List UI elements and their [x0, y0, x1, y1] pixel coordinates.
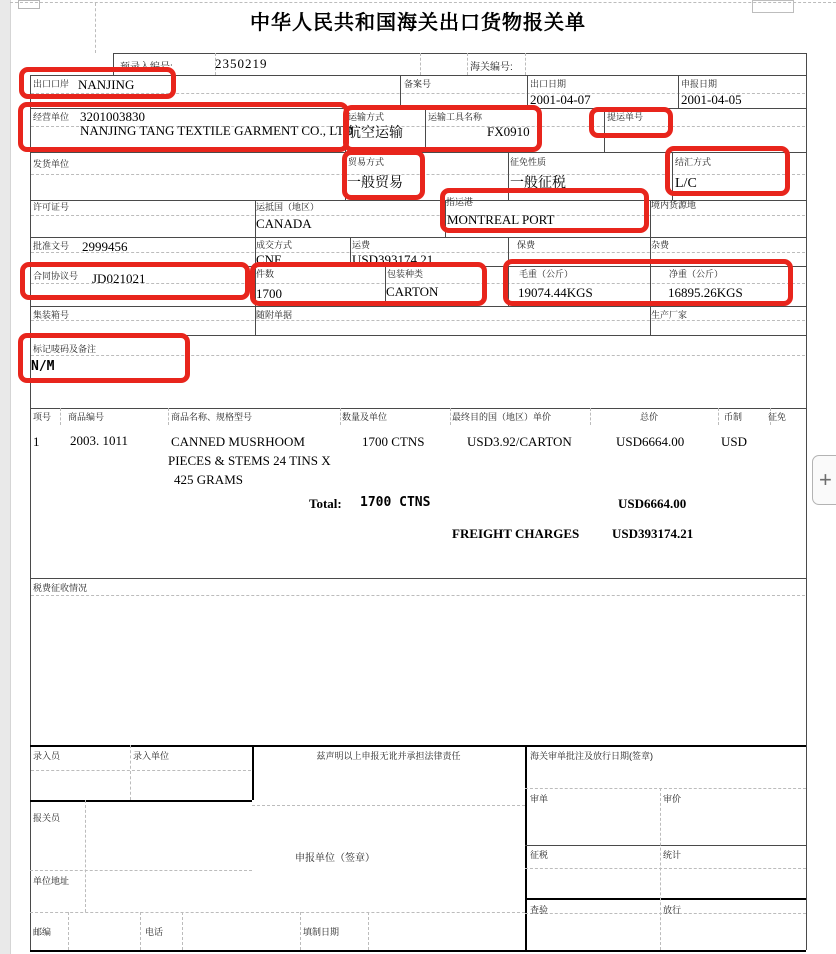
footer-customs-endorsement-label: 海关审单批注及放行日期(签章) [530, 751, 653, 761]
field-bill-no-label: 提运单号 [607, 112, 644, 122]
grid-line [525, 53, 526, 75]
footer-phone-label: 电话 [145, 927, 164, 937]
footer-statistics-label: 统计 [663, 850, 682, 860]
goods-name-line1: CANNED MUSRHOOM [171, 434, 305, 449]
grid-line [340, 408, 341, 425]
grid-line [368, 912, 369, 950]
goods-total-qty: 1700 CTNS [360, 495, 431, 510]
preentry-no-value: 2350219 [215, 56, 268, 71]
field-marks-label: 标记唛码及备注 [33, 344, 97, 354]
footer-unit-address-label: 单位地址 [33, 876, 70, 886]
grid-line [525, 845, 806, 846]
grid-line [252, 805, 525, 806]
grid-line [182, 912, 183, 950]
preentry-no-label: 预录入编号: [120, 62, 173, 73]
field-tax-levy-label: 税费征收情况 [33, 583, 88, 593]
grid-line [30, 745, 806, 747]
field-packages-value: 1700 [256, 286, 282, 301]
freight-charges-value: USD393174.21 [612, 526, 694, 541]
field-export-date-value: 2001-04-07 [530, 92, 591, 107]
grid-line [718, 408, 719, 425]
goods-header-item-no: 项号 [33, 412, 52, 422]
grid-line [31, 770, 251, 771]
form-left-border [30, 75, 31, 950]
field-gross-weight-label: 毛重（公斤） [519, 269, 574, 279]
field-package-type-label: 包装种类 [387, 269, 424, 279]
grid-line [30, 408, 806, 409]
footer-entry-clerk-label: 录入员 [33, 751, 61, 761]
field-deal-mode-value: CNF [256, 252, 282, 267]
field-consignor-label: 发货单位 [33, 159, 70, 169]
footer-customs-broker-label: 报关员 [33, 813, 61, 823]
field-settlement-value: L/C [675, 176, 697, 191]
highlight-packages [250, 262, 487, 306]
grid-line [527, 75, 528, 108]
grid-line [130, 745, 131, 800]
highlight-marks [18, 333, 190, 383]
grid-line [30, 108, 806, 109]
goods-header-total: 总价 [640, 412, 659, 422]
grid-line [508, 237, 509, 266]
field-gross-weight-value: 19074.44KGS [518, 285, 593, 300]
grid-line [85, 800, 86, 912]
field-package-type-value: CARTON [386, 284, 439, 299]
field-net-weight-value: 16895.26KGS [668, 285, 743, 300]
goods-total-amount: USD6664.00 [618, 496, 687, 511]
footer-fill-date-label: 填制日期 [303, 927, 340, 937]
grid-line [350, 237, 351, 266]
field-transport-mode-label: 运输方式 [348, 112, 385, 122]
goods-name-line2: PIECES & STEMS 24 TINS X [168, 453, 331, 468]
field-arrival-country-label: 运抵国（地区） [256, 202, 320, 212]
grid-line [650, 266, 651, 306]
grid-line [525, 788, 806, 789]
grid-line [30, 912, 525, 913]
grid-line [508, 266, 509, 306]
grid-line [525, 868, 806, 869]
footer-declaration-statement: 兹声明以上申报无讹并承担法律责任 [316, 751, 461, 761]
grid-line [425, 108, 426, 152]
footer-inspection-label: 查验 [530, 905, 549, 915]
grid-line [525, 745, 527, 950]
field-levy-nature-value: 一般征税 [510, 176, 566, 191]
field-record-no-label: 备案号 [404, 79, 432, 89]
goods-header-levy: 征免 [768, 412, 787, 422]
field-attached-docs-label: 随附单据 [256, 310, 293, 320]
field-marks-value: N/M [31, 359, 55, 374]
field-operator-code: 3201003830 [80, 109, 145, 124]
field-contract-no-value: JD021021 [92, 271, 146, 286]
field-operator-label: 经营单位 [33, 112, 70, 122]
field-contract-no-label: 合同协议号 [33, 271, 79, 281]
grid-line [30, 950, 806, 952]
grid-line [30, 237, 806, 238]
page-edge-strip [0, 0, 11, 954]
field-freight-label: 运费 [352, 240, 371, 250]
field-vehicle-name-value: FX0910 [487, 124, 530, 139]
freight-charges-label: FREIGHT CHARGES [452, 526, 580, 541]
grid-line [31, 174, 805, 175]
field-insurance-label: 保费 [517, 240, 536, 250]
grid-line [140, 912, 141, 950]
goods-header-name: 商品名称、规格型号 [171, 412, 253, 422]
field-declare-date-value: 2001-04-05 [681, 92, 742, 107]
field-declare-date-label: 申报日期 [681, 79, 718, 89]
grid-line [590, 408, 591, 425]
grid-line [660, 788, 661, 950]
grid-line [31, 595, 805, 596]
field-levy-nature-label: 征免性质 [510, 157, 547, 167]
grid-line [508, 152, 509, 200]
grid-line [113, 53, 806, 54]
grid-line [31, 320, 805, 321]
grid-line [450, 408, 451, 425]
form-right-border [806, 53, 807, 950]
footer-taxation-label: 征税 [530, 850, 549, 860]
field-trade-mode-label: 贸易方式 [348, 157, 385, 167]
footer-postcode-label: 邮编 [33, 927, 52, 937]
goods-currency: USD [721, 434, 748, 449]
page-title: 中华人民共和国海关出口货物报关单 [250, 12, 586, 34]
goods-header-unit-price: 最终目的国（地区）单价 [452, 412, 552, 422]
field-deal-mode-label: 成交方式 [256, 240, 293, 250]
goods-header-currency: 币制 [724, 412, 743, 422]
goods-header-qty: 数量及单位 [342, 412, 388, 422]
grid-line [30, 335, 806, 336]
field-misc-fee-label: 杂费 [651, 240, 670, 250]
grid-line [678, 75, 679, 108]
field-export-port-value: NANJING [78, 77, 135, 92]
field-operator-name: NANJING TANG TEXTILE GARMENT CO., LTD [80, 123, 354, 138]
grid-line [60, 408, 61, 425]
grid-line [113, 53, 114, 75]
grid-line [31, 215, 805, 216]
field-settlement-label: 结汇方式 [675, 157, 712, 167]
footer-declare-unit-seal-label: 申报单位（签章） [295, 853, 375, 864]
footer-entry-unit-label: 录入单位 [133, 751, 170, 761]
grid-line [345, 152, 346, 200]
grid-line [30, 578, 806, 579]
field-transport-mode-value: 航空运输 [347, 126, 403, 141]
field-approval-no-value: 2999456 [82, 239, 128, 254]
field-arrival-country-value: CANADA [256, 216, 312, 231]
field-export-port-label: 出口口岸 [33, 79, 70, 89]
field-packages-label: 件数 [256, 269, 275, 279]
grid-line [672, 152, 673, 200]
goods-name-line3: 425 GRAMS [174, 472, 243, 487]
grid-line [30, 306, 806, 307]
page-break-line [10, 2, 836, 3]
footer-price-review-label: 审价 [663, 794, 682, 804]
footer-release-label: 放行 [663, 905, 682, 915]
field-manufacturer-label: 生产厂家 [651, 310, 688, 320]
field-vehicle-name-label: 运输工具名称 [428, 112, 483, 122]
field-net-weight-label: 净重（公斤） [669, 269, 724, 279]
grid-line [525, 898, 806, 900]
field-license-no-label: 许可证号 [33, 202, 70, 212]
field-freight-value: USD393174.21 [352, 252, 434, 267]
goods-code: 2003. 1011 [70, 433, 129, 448]
goods-item-no: 1 [33, 434, 40, 449]
grid-line [30, 152, 806, 153]
goods-total-price: USD6664.00 [616, 434, 685, 449]
field-dest-port-value: MONTREAL PORT [447, 212, 555, 227]
field-approval-no-label: 批准文号 [33, 241, 70, 251]
grid-line [30, 870, 252, 871]
field-trade-mode-value: 一般贸易 [347, 176, 403, 191]
goods-unit-price: USD3.92/CARTON [467, 434, 572, 449]
field-container-no-label: 集装箱号 [33, 310, 70, 320]
grid-line [168, 408, 169, 425]
grid-line [420, 53, 421, 75]
field-export-date-label: 出口日期 [530, 79, 567, 89]
field-dest-port-label: 指运港 [446, 197, 474, 207]
grid-line [400, 75, 401, 108]
goods-header-code: 商品编号 [68, 412, 105, 422]
grid-line [68, 912, 69, 950]
add-button[interactable]: + [812, 455, 836, 505]
grid-line [30, 800, 252, 802]
grid-line [31, 355, 805, 356]
grid-line [467, 53, 468, 75]
grid-line [604, 108, 605, 152]
field-domestic-source-label: 境内货源地 [651, 200, 697, 210]
grid-line [30, 75, 806, 76]
footer-doc-review-label: 审单 [530, 794, 549, 804]
goods-total-label: Total: [309, 496, 342, 511]
grid-line [300, 912, 301, 950]
customs-no-label: 海关编号: [470, 62, 513, 73]
goods-qty: 1700 CTNS [362, 434, 425, 449]
